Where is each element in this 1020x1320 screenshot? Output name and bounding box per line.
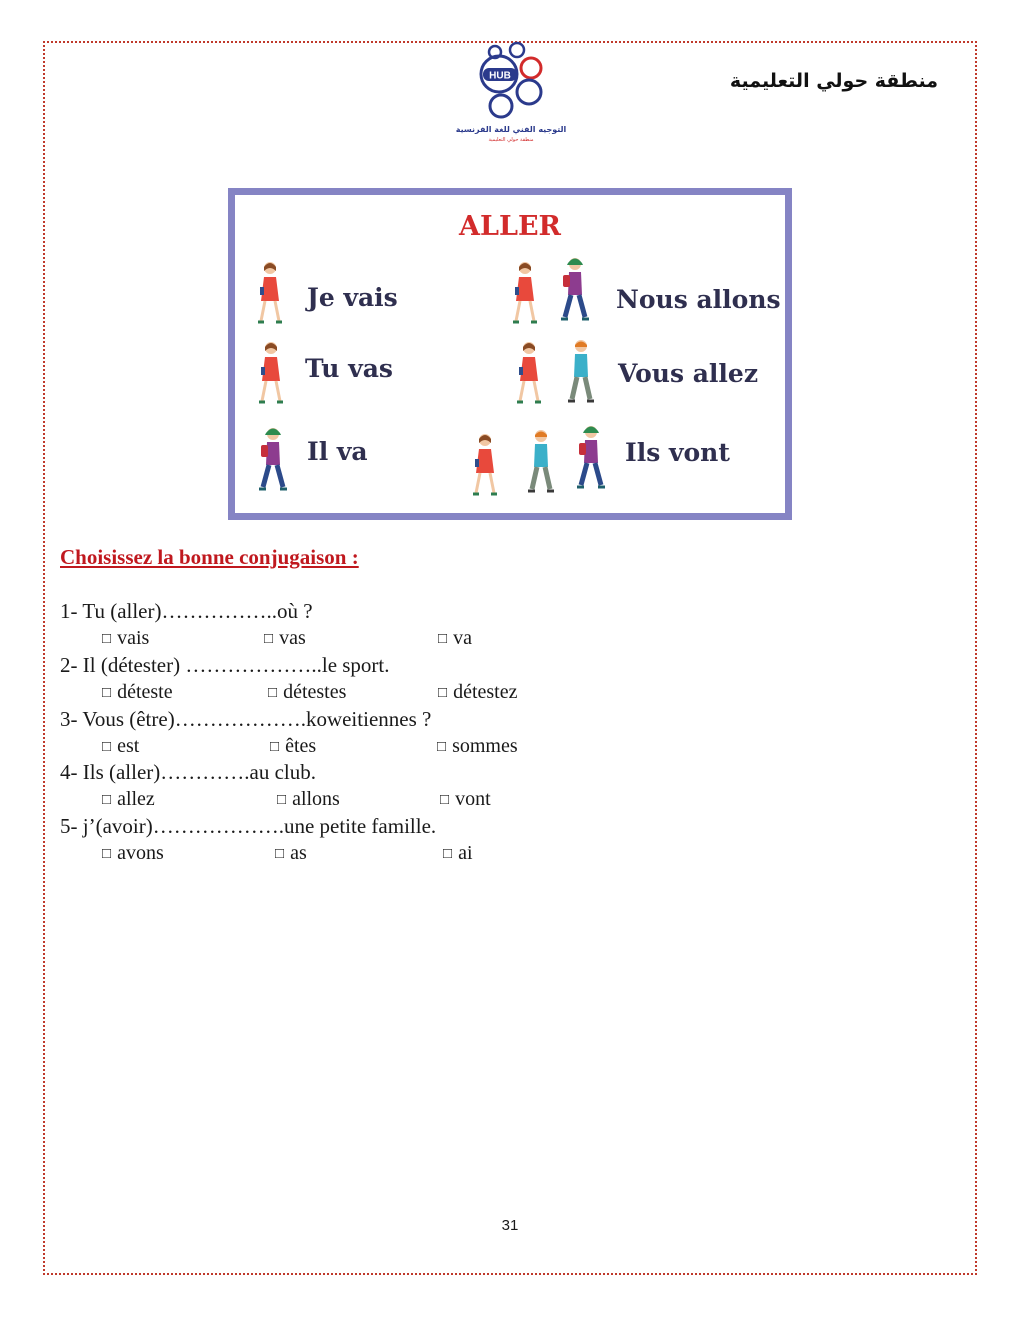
option-checkbox[interactable] <box>437 735 518 758</box>
checkbox-icon[interactable]: □ <box>102 846 112 862</box>
conj-je: Je vais <box>307 283 398 312</box>
question-2: 2- Il (détester) ………………..le sport. <box>60 653 390 677</box>
girl-walking-icon <box>511 339 547 409</box>
page-number: 31 <box>501 1217 519 1234</box>
option-checkbox[interactable] <box>438 681 517 704</box>
question-1: 1- Tu (aller)……………..où ? <box>60 599 313 623</box>
option-label: êtes <box>285 735 317 757</box>
kid-walking-icon <box>563 337 599 407</box>
logo <box>455 40 567 144</box>
girl-walking-icon <box>252 259 288 329</box>
girl-walking-icon <box>507 259 543 329</box>
hub-logo-icon <box>455 40 567 144</box>
logo-subtagline: منطقة حولي التعليمية <box>488 137 534 143</box>
checkbox-icon[interactable]: □ <box>264 631 274 647</box>
option-label: allez <box>117 788 155 810</box>
checkbox-icon[interactable]: □ <box>438 631 448 647</box>
option-checkbox[interactable] <box>264 627 306 650</box>
exercise-instruction: Choisissez la bonne conjugaison : <box>60 545 359 569</box>
option-checkbox[interactable] <box>438 627 472 650</box>
option-label: détestez <box>453 681 518 703</box>
question-4: 4- Ils (aller)………….au club. <box>60 760 317 784</box>
logo-tagline: التوجيه الفني للغة الفرنسية <box>455 125 567 134</box>
option-label: déteste <box>117 681 173 703</box>
option-label: détestes <box>283 681 347 703</box>
option-checkbox[interactable] <box>102 735 139 758</box>
kid-walking-icon <box>523 427 559 497</box>
option-label: sommes <box>452 735 518 757</box>
checkbox-icon[interactable]: □ <box>102 685 112 701</box>
option-checkbox[interactable] <box>270 735 316 758</box>
conj-ils: Ils vont <box>625 438 730 467</box>
aller-conjugation-table <box>228 188 792 520</box>
checkbox-icon[interactable]: □ <box>102 631 112 647</box>
option-checkbox[interactable] <box>275 842 307 865</box>
boy-walking-icon <box>557 255 593 325</box>
option-checkbox[interactable] <box>277 788 340 811</box>
checkbox-icon[interactable]: □ <box>270 739 280 755</box>
checkbox-icon[interactable]: □ <box>277 792 287 808</box>
option-checkbox[interactable] <box>443 842 473 865</box>
conj-nous: Nous allons <box>616 285 781 314</box>
option-label: est <box>117 735 140 757</box>
checkbox-icon[interactable]: □ <box>438 685 448 701</box>
option-checkbox[interactable] <box>102 842 164 865</box>
option-label: ai <box>458 842 473 864</box>
aller-title: ALLER <box>459 211 561 242</box>
question-5: 5- j’(avoir)……………….une petite famille. <box>60 814 437 838</box>
checkbox-icon[interactable]: □ <box>443 846 453 862</box>
girl-walking-icon <box>467 431 503 501</box>
option-checkbox[interactable] <box>102 627 149 650</box>
conj-tu: Tu vas <box>305 354 393 383</box>
option-label: avons <box>117 842 164 864</box>
conj-il: Il va <box>307 437 368 466</box>
option-checkbox[interactable] <box>102 681 173 704</box>
option-checkbox[interactable] <box>102 788 155 811</box>
logo-brand-text: HUB <box>489 70 511 82</box>
header-arabic-title: منطقة حولي التعليمية <box>729 70 938 92</box>
option-label: va <box>453 627 472 649</box>
option-label: as <box>290 842 307 864</box>
option-label: vais <box>117 627 150 649</box>
checkbox-icon[interactable]: □ <box>275 846 285 862</box>
checkbox-icon[interactable]: □ <box>102 792 112 808</box>
option-checkbox[interactable] <box>268 681 346 704</box>
checkbox-icon[interactable]: □ <box>268 685 278 701</box>
boy-walking-icon <box>255 425 291 495</box>
girl-walking-icon <box>253 339 289 409</box>
conj-vous: Vous allez <box>618 359 759 388</box>
option-label: allons <box>292 788 340 810</box>
option-label: vas <box>279 627 306 649</box>
boy-walking-icon <box>573 423 609 493</box>
checkbox-icon[interactable]: □ <box>440 792 450 808</box>
option-label: vont <box>455 788 491 810</box>
checkbox-icon[interactable]: □ <box>102 739 112 755</box>
checkbox-icon[interactable]: □ <box>437 739 447 755</box>
question-3: 3- Vous (être)……………….koweitiennes ? <box>60 707 432 731</box>
option-checkbox[interactable] <box>440 788 491 811</box>
